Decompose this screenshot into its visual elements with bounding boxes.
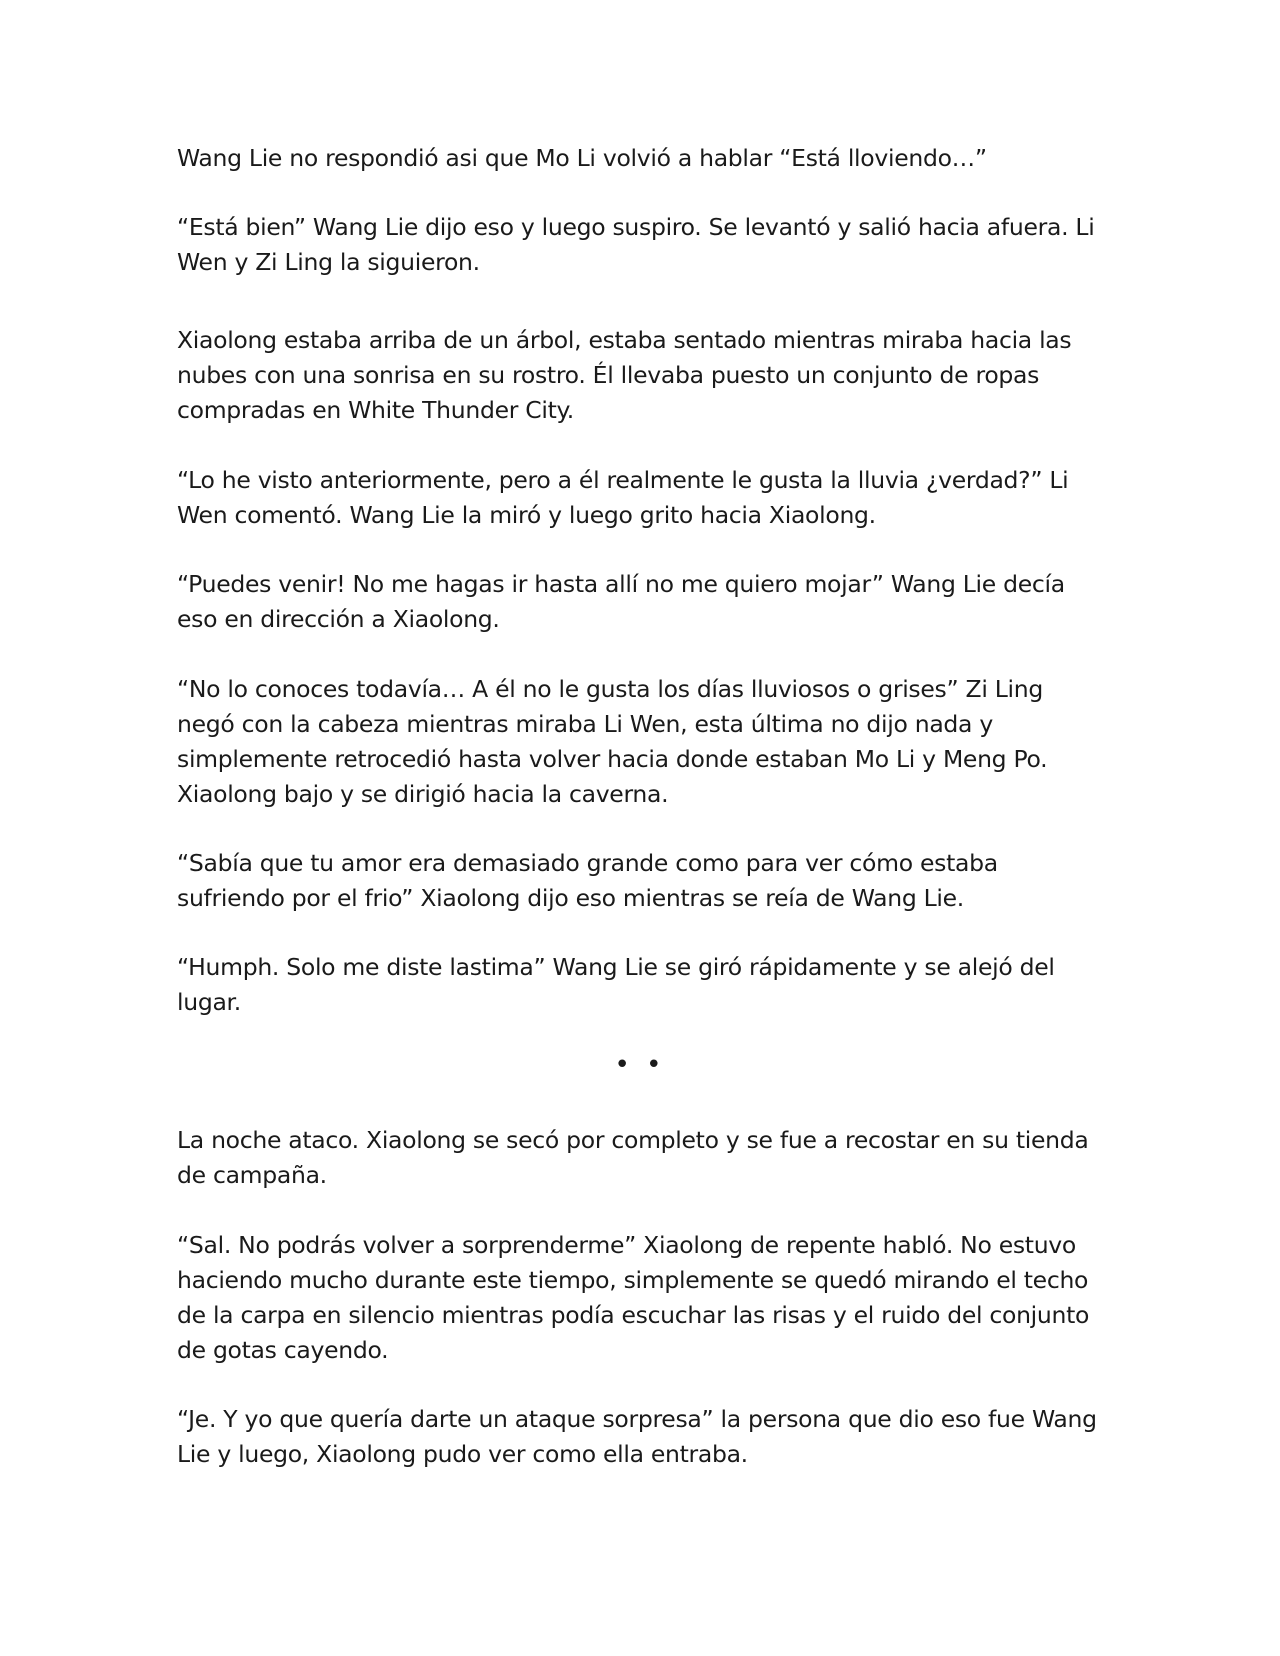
paragraph-7: “Sabía que tu amor era demasiado grande como para ver cómo estaba sufriendo por el frio” Xiaolong dijo eso mientras se reía de Wang Lie. — [177, 849, 998, 912]
section-separator: • • — [614, 1050, 666, 1080]
paragraph-4: “Lo he visto anteriormente, pero a él realmente le gusta la lluvia ¿verdad?” Li Wen comentó. Wang Lie la miró y luego grito hacia Xiaolong. — [177, 466, 1069, 529]
paragraph-9: La noche ataco. Xiaolong se secó por completo y se fue a recostar en su tienda de campaña. — [177, 1126, 1089, 1189]
paragraph-3: Xiaolong estaba arriba de un árbol, estaba sentado mientras miraba hacia las nubes con una sonrisa en su rostro. Él llevaba puesto un conjunto de ropas compradas en White Thunder City. — [177, 326, 1072, 424]
paragraph-5: “Puedes venir! No me hagas ir hasta allí no me quiero mojar” Wang Lie decía eso en dirección a Xiaolong. — [177, 570, 1065, 633]
paragraph-8: “Humph. Solo me diste lastima” Wang Lie se giró rápidamente y se alejó del lugar. — [177, 953, 1055, 1016]
paragraph-6: “No lo conoces todavía… A él no le gusta los días lluviosos o grises” Zi Ling negó con la cabeza mientras miraba Li Wen, esta última no dijo nada y simplemente retrocedió hasta volver hacia donde estaban Mo Li y Meng Po. Xiaolong bajo y se dirigió hacia la caverna. — [177, 675, 1048, 808]
paragraph-11: “Je. Y yo que quería darte un ataque sorpresa” la persona que dio eso fue Wang Lie y luego, Xiaolong pudo ver como ella entraba. — [177, 1405, 1097, 1468]
paragraph-2: “Está bien” Wang Lie dijo eso y luego suspiro. Se levantó y salió hacia afuera. Li Wen y Zi Ling la siguieron. — [177, 213, 1095, 276]
paragraph-10: “Sal. No podrás volver a sorprenderme” Xiaolong de repente habló. No estuvo haciendo mucho durante este tiempo, simplemente se quedó mirando el techo de la carpa en silencio mientras podía escuchar las risas y el ruido del conjunto de gotas cayendo. — [177, 1231, 1090, 1364]
paragraph-1: Wang Lie no respondió asi que Mo Li volvió a hablar “Está lloviendo…” — [177, 144, 987, 172]
